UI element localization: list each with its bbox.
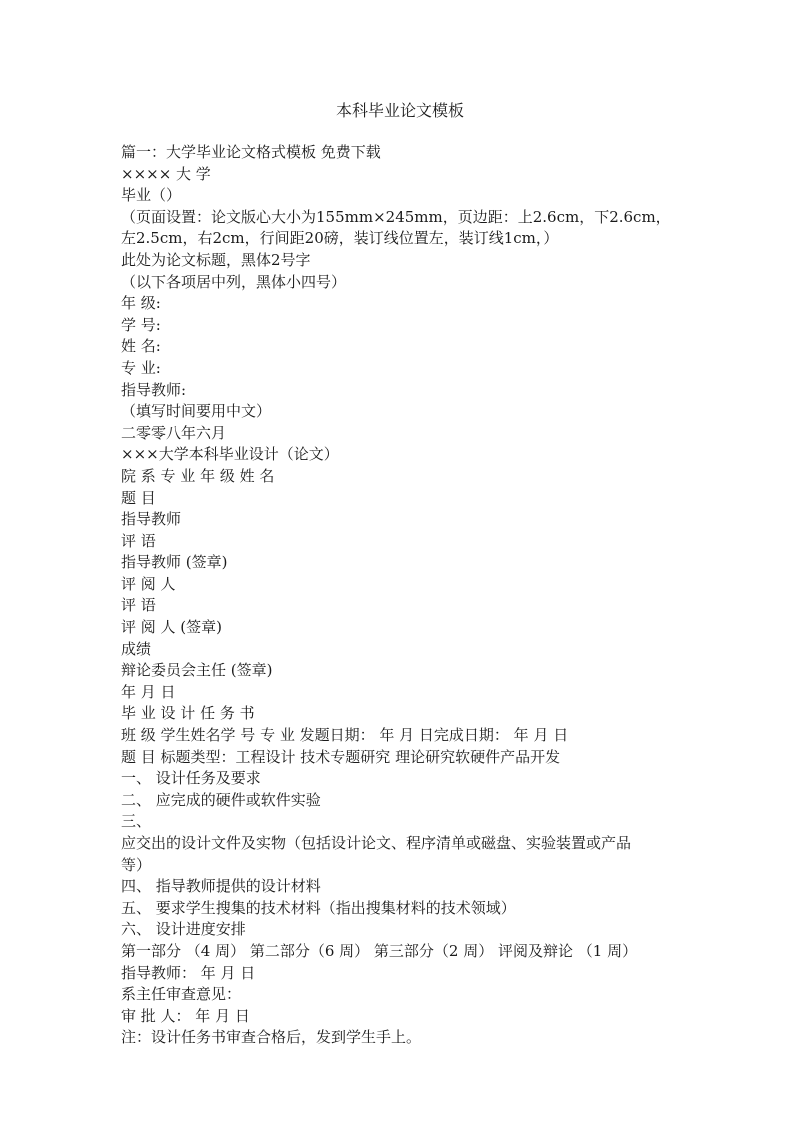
text-line: 指导教师： 年 月 日	[121, 963, 256, 982]
text-line: 等）	[121, 855, 152, 874]
text-line: 指导教师 (签章)	[121, 553, 228, 572]
text-line: （填写时间要用中文）	[121, 402, 272, 421]
text-line: （以下各项居中列，黑体小四号）	[121, 272, 347, 291]
text-line: 一、 设计任务及要求	[121, 769, 261, 788]
text-line: 应交出的设计文件及实物（包括设计论文、程序清单或磁盘、实验装置或产品	[121, 834, 632, 852]
document-body	[121, 142, 681, 1049]
text-line: 三、	[121, 812, 152, 831]
text-line: 成绩	[121, 639, 152, 658]
text-line: 注：设计任务书审查合格后，发到学生手上。	[121, 1028, 422, 1047]
text-line: 六、 设计进度安排	[121, 920, 246, 939]
text-line: 年 月 日	[121, 682, 176, 701]
document-title: 本科毕业论文模板	[335, 101, 464, 120]
text-line: 审 批 人： 年 月 日	[121, 1006, 250, 1025]
text-line: （页面设置：论文版心大小为155mm×245mm，页边距：上2.6cm，下2.6cm，	[121, 207, 671, 226]
text-line: ×××× 大 学	[121, 164, 211, 183]
text-line: 左2.5cm，右2cm，行间距20磅，装订线位置左，装订线1cm，）	[121, 229, 559, 248]
text-line: 辩论委员会主任 (签章)	[121, 661, 273, 680]
text-line: 五、 要求学生搜集的技术材料（指出搜集材料的技术领域）	[121, 898, 516, 917]
text-line: 指导教师:	[121, 380, 187, 399]
text-line: 系主任审查意见：	[121, 985, 242, 1004]
text-line: 四、 指导教师提供的设计材料	[121, 877, 321, 896]
text-line: 学 号:	[121, 315, 161, 334]
text-line: 评 语	[121, 531, 156, 550]
text-line: 此处为论文标题，黑体2号字	[121, 250, 311, 269]
text-line: 第一部分 （4 周） 第二部分（6 周） 第三部分（2 周） 评阅及辩论 （1 周）	[121, 941, 638, 960]
text-line: 班 级 学生姓名学 号 专 业 发题日期： 年 月 日完成日期： 年 月 日	[121, 726, 569, 745]
text-line: 评 阅 人	[121, 574, 176, 593]
text-line: 姓 名:	[121, 337, 161, 356]
text-line: 题 目	[121, 488, 156, 507]
text-line: 二、 应完成的硬件或软件实验	[121, 790, 321, 809]
text-line: 二零零八年六月	[121, 423, 227, 442]
text-line: 指导教师	[121, 510, 182, 529]
text-line: 院 系 专 业 年 级 姓 名	[121, 466, 275, 485]
text-line: 评 语	[121, 596, 156, 615]
text-line: 毕业（）	[121, 186, 182, 205]
text-line: 毕 业 设 计 任 务 书	[121, 704, 255, 723]
text-line: 题 目 标题类型：工程设计 技术专题研究 理论研究软硬件产品开发	[121, 747, 561, 766]
text-line: 评 阅 人 (签章)	[121, 618, 223, 637]
text-line: 篇一：大学毕业论文格式模板 免费下载	[121, 143, 381, 161]
text-line: 年 级:	[121, 294, 161, 313]
text-line: 专 业:	[121, 358, 161, 377]
text-line: ×××大学本科毕业设计（论文）	[121, 445, 339, 464]
